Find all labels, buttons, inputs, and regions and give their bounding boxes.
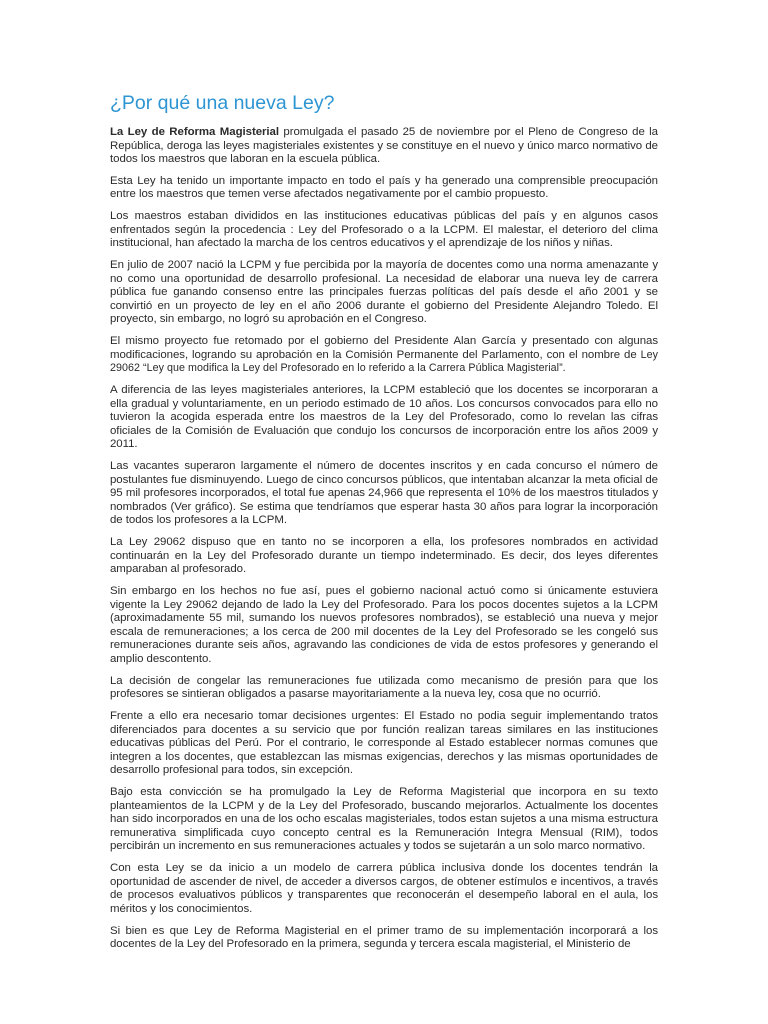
paragraph-1-text: promulgada el pasado 25 de noviembre por el Pleno de Congreso de la República, deroga las leyes magisteriales existentes y se constituye en el nuevo y único marco normativo de todos los maestros que laboran en la escuela pública.: [110, 126, 658, 166]
paragraph-3: Los maestros estaban divididos en las instituciones educativas públicas del país y en algunos casos enfrentados según la procedencia : Ley del Profesorado o a la LCPM. El malestar, el deterioro del clima institucional, han afectado la marcha de los centros educativos y el aprendizaje de los niños y niñas.: [110, 210, 658, 250]
paragraph-7: Las vacantes superaron largamente el número de docentes inscritos y en cada concurso el número de postulantes fue disminuyendo. Luego de cinco concursos públicos, que intentaban alcanzar la meta oficial de 95 mil profesores incorporados, el total fue apenas 24,966 que representa el 10% de los maestros titulados y nombrados (Ver gráfico). Se estima que tendríamos que esperar hasta 30 años para lograr la incorporación de todos los profesores a la LCPM.: [110, 460, 658, 527]
paragraph-10: La decisión de congelar las remuneraciones fue utilizada como mecanismo de presión para que los profesores se sintieran obligados a pasarse mayoritariamente a la nueva ley, cosa que no ocurrió.: [110, 674, 658, 701]
paragraph-1-lead: La Ley de Reforma Magisterial: [110, 126, 279, 138]
law-reference: Ley 29062 “Ley que modifica la Ley del Profesorado en lo referido a la Carrera Pública Magisterial”.: [110, 348, 658, 375]
paragraph-8: La Ley 29062 dispuso que en tanto no se incorporen a ella, los profesores nombrados en actividad continuarán en la Ley del Profesorado durante un tiempo indeterminado. Es decir, dos leyes diferentes amparaban al profesorado.: [110, 536, 658, 576]
paragraph-2: Esta Ley ha tenido un importante impacto en todo el país y ha generado una comprensible preocupación entre los maestros que temen verse afectados negativamente por el cambio propuesto.: [110, 174, 658, 201]
paragraph-4: En julio de 2007 nació la LCPM y fue percibida por la mayoría de docentes como una norma amenazante y no como una oportunidad de desarrollo profesional. La necesidad de elaborar una nueva ley de carrera pública fue ganando consenso entre las principales fuerzas políticas del país desde el año 2001 y se convirtió en un proyecto de ley en el año 2006 durante el gobierno del Presidente Alejandro Toledo. El proyecto, sin embargo, no logró su aprobación en el Congreso.: [110, 259, 658, 326]
paragraph-6: A diferencia de las leyes magisteriales anteriores, la LCPM estableció que los docentes se incorporaran a ella gradual y voluntariamente, en un periodo estimado de 10 años. Los concursos convocados para ello no tuvieron la acogida esperada entre los maestros de la Ley del Profesorado, como lo revelan las cifras oficiales de la Comisión de Evaluación que condujo los concursos de incorporación entre los años 2009 y 2011.: [110, 384, 658, 451]
paragraph-14: Si bien es que Ley de Reforma Magisterial en el primer tramo de su implementación incorporará a los docentes de la Ley del Profesorado en la primera, segunda y tercera escala magisterial, el Ministerio de: [110, 924, 658, 951]
paragraph-5: [110, 335, 658, 376]
paragraph-11: Frente a ello era necesario tomar decisiones urgentes: El Estado no podia seguir implementando tratos diferenciados para docentes a su servicio que por función realizan tareas similares en las instituciones educativas públicas del Perú. Por el contrario, le corresponde al Estado establecer normas comunes que integren a los docentes, que establezcan las mismas exigencias, derechos y las mismas oportunidades de desarrollo profesional para todos, sin excepción.: [110, 710, 658, 777]
paragraph-1: [110, 126, 658, 167]
paragraph-12: Bajo esta convicción se ha promulgado la Ley de Reforma Magisterial que incorpora en su texto planteamientos de la LCPM y de la Ley del Profesorado, buscando mejorarlos. Actualmente los docentes han sido incorporados en una de los ocho escalas magisteriales, todos estan sujetos a una misma estructura remunerativa simplificada cuyo concepto central es la Remuneración Integra Mensual (RIM), todos percibirán un incremento en sus remuneraciones actuales y todos se sujetarán a un solo marco normativo.: [110, 786, 658, 853]
paragraph-5-text: El mismo proyecto fue retomado por el gobierno del Presidente Alan García y presentado con algunas modificaciones, logrando su aprobación en la Comisión Permanente del Parlamento, con el nombre de: [110, 335, 658, 361]
paragraph-9: Sin embargo en los hechos no fue así, pues el gobierno nacional actuó como si únicamente estuviera vigente la Ley 29062 dejando de lado la Ley del Profesorado. Para los pocos docentes sujetos a la LCPM (aproximadamente 55 mil, sumando los nuevos profesores nombrados), se estableció una nueva y mejor escala de remuneraciones; a los cerca de 200 mil docentes de la Ley del Profesorado se les congeló sus remuneraciones durante seis años, agravando las condiciones de vida de estos profesores y generando el amplio descontento.: [110, 585, 658, 665]
document-page: [110, 90, 658, 952]
paragraph-13: Con esta Ley se da inicio a un modelo de carrera pública inclusiva donde los docentes tendrán la oportunidad de ascender de nivel, de acceder a diversos cargos, de obtener estímulos e incentivos, a través de procesos evaluativos públicos y transparentes que reconocerán el desempeño laboral en el aula, los méritos y los conocimientos.: [110, 862, 658, 915]
page-title: ¿Por qué una nueva Ley?: [110, 92, 335, 114]
